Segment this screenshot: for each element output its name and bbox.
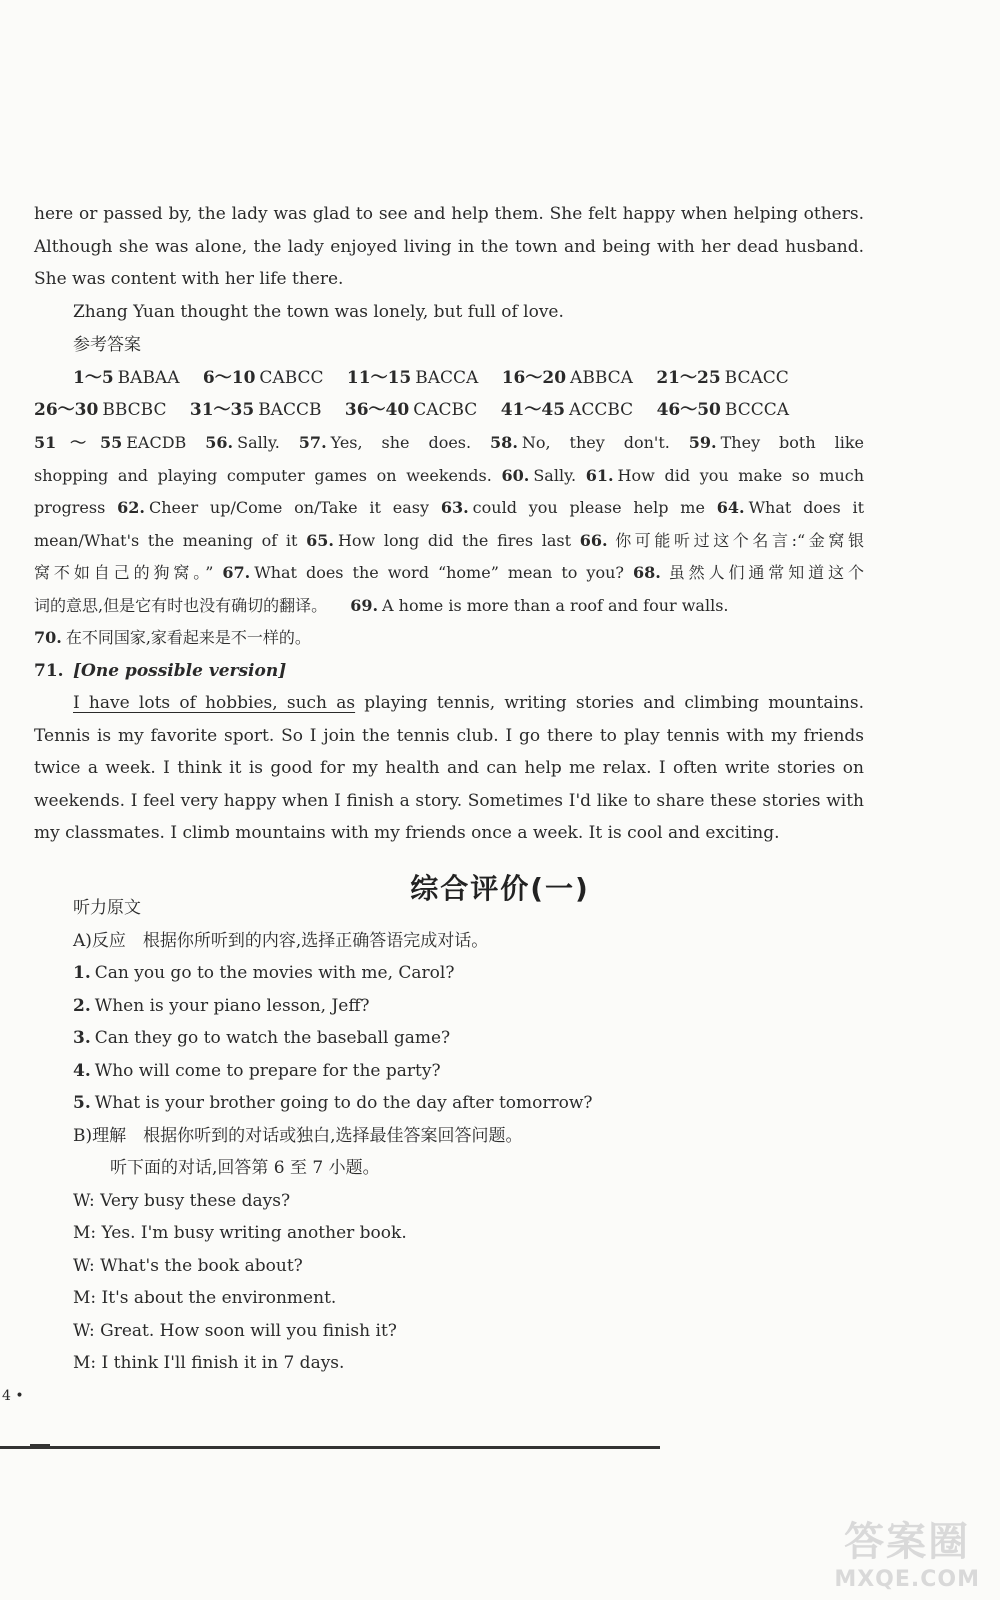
speaker-label: M:	[73, 1288, 97, 1308]
mc-row-1	[73, 367, 853, 389]
watermark-logo: 答案圈	[844, 1519, 971, 1565]
answer-text: 你可能听过这个名言:“金窝银	[611, 531, 864, 550]
question-number: 1.	[73, 963, 91, 983]
essay-line-1	[73, 692, 864, 714]
listening-heading: 听力原文	[73, 898, 141, 918]
listening-question	[73, 1060, 903, 1082]
answer-number: 57.	[298, 433, 327, 452]
summary-line: Zhang Yuan thought the town was lonely, but full of love.	[73, 302, 564, 322]
mc-range: 46～50	[656, 400, 721, 420]
dialogue-text: Yes. I'm busy writing another book.	[101, 1223, 407, 1243]
answer-text: 窝不如自己的狗窝。”	[34, 563, 214, 582]
mc-range: 51～55	[34, 433, 123, 452]
dialogue-line	[73, 1320, 903, 1342]
listening-question	[73, 995, 903, 1017]
answer-text: Cheer up/Come on/Take it easy	[148, 498, 430, 517]
answer-number: 68.	[632, 563, 661, 582]
question-number: 3.	[73, 1028, 91, 1048]
answer-text: What does the word “home” mean to you?	[254, 563, 624, 582]
answers-line-64-66	[34, 530, 864, 552]
section-title: 综合评价(一)	[410, 872, 590, 905]
essay-text: playing tennis, writing stories and climbing mountains.	[355, 693, 864, 713]
essay-underlined-phrase: I have lots of hobbies, such as	[73, 693, 356, 713]
answer-number: 70.	[34, 628, 62, 647]
answers-line-66-68	[34, 562, 864, 584]
q71-header	[34, 660, 864, 682]
question-text: Can they go to watch the baseball game?	[94, 1028, 451, 1048]
listening-question	[73, 1027, 903, 1049]
answer-text: Sally.	[237, 433, 280, 452]
mc-row-2	[34, 399, 864, 421]
answers-heading: 参考答案	[73, 335, 141, 355]
dialogue-text: It's about the environment.	[101, 1288, 337, 1308]
story-line-1: here or passed by, the lady was glad to see and help them. She felt happy when helping others.	[34, 204, 864, 224]
page-number: 4 •	[2, 1388, 24, 1404]
footer-rule	[0, 1446, 660, 1449]
answer-number: 66.	[579, 531, 608, 550]
answer-text: mean/What's the meaning of it	[34, 531, 298, 550]
answer-text: How did you make so much	[617, 466, 865, 485]
answer-text: Yes, she does.	[330, 433, 472, 452]
speaker-label: M:	[73, 1353, 97, 1373]
answer-number: 61.	[585, 466, 614, 485]
watermark	[834, 1510, 980, 1592]
mc-answers: ABBCA	[570, 368, 633, 388]
answer-number: 58.	[490, 433, 518, 452]
mc-range: 16～20	[501, 368, 567, 388]
mc-range: 1～5	[73, 368, 114, 388]
mc-answers: EACDB	[126, 433, 187, 452]
dialogue-line	[73, 1222, 903, 1244]
answer-number: 59.	[688, 433, 717, 452]
question-number: 2.	[73, 996, 91, 1016]
speaker-label: W:	[73, 1321, 95, 1341]
listening-question	[73, 962, 903, 984]
answer-number: 65.	[306, 531, 334, 550]
mc-range: 21～25	[656, 368, 721, 388]
answer-number: 69.	[350, 596, 379, 615]
answers-line-59-61	[34, 465, 864, 487]
mc-range: 41～45	[500, 400, 566, 420]
speaker-label: W:	[73, 1191, 95, 1211]
answer-number: 63.	[440, 498, 469, 517]
dialogue-line	[73, 1255, 903, 1277]
answer-number: 71.	[34, 661, 64, 681]
answers-line-70	[34, 627, 864, 649]
answer-text: A home is more than a roof and four walls.	[382, 596, 729, 615]
essay-line-3: twice a week. I think it is good for my health and can help me relax. I often write stories on	[34, 758, 864, 778]
mc-answers: BCACC	[724, 368, 789, 388]
question-text: Can you go to the movies with me, Carol?	[94, 963, 455, 983]
answer-text: They both like	[720, 433, 864, 452]
answer-text: shopping and playing computer games on weekends.	[34, 466, 492, 485]
question-number: 4.	[73, 1061, 91, 1081]
answer-number: 62.	[117, 498, 145, 517]
version-label: [One possible version]	[72, 661, 287, 681]
mc-range: 6～10	[202, 368, 256, 388]
story-line-3: She was content with her life there.	[34, 269, 344, 289]
question-text: Who will come to prepare for the party?	[94, 1061, 441, 1081]
answer-text: Sally.	[533, 466, 577, 485]
mc-answers: BCCCA	[724, 400, 789, 420]
answer-text: could you please help me	[472, 498, 705, 517]
dialogue-line	[73, 1287, 903, 1309]
mc-answers: BACCA	[415, 368, 479, 388]
listening-part-b: B)理解 根据你听到的对话或独白,选择最佳答案回答问题。	[73, 1126, 523, 1146]
speaker-label: M:	[73, 1223, 97, 1243]
dialogue-text: What's the book about?	[100, 1256, 303, 1276]
dialogue-text: Great. How soon will you finish it?	[100, 1321, 397, 1341]
answers-line-51-59	[34, 432, 864, 454]
answers-line-61-64	[34, 497, 864, 519]
dialogue-line	[73, 1190, 903, 1212]
listening-part-a: A)反应 根据你所听到的内容,选择正确答语完成对话。	[73, 931, 489, 951]
mc-range: 36～40	[344, 400, 410, 420]
question-number: 5.	[73, 1093, 91, 1113]
mc-answers: ACCBC	[569, 400, 634, 420]
watermark-url: MXQE.COM	[834, 1567, 980, 1592]
listening-part-b-sub: 听下面的对话,回答第 6 至 7 小题。	[110, 1158, 380, 1178]
question-text: When is your piano lesson, Jeff?	[94, 996, 370, 1016]
mc-range: 31～35	[189, 400, 255, 420]
mc-answers: CABCC	[259, 368, 324, 388]
answer-text: 词的意思,但是它有时也没有确切的翻译。	[34, 596, 328, 615]
dialogue-text: Very busy these days?	[100, 1191, 291, 1211]
question-text: What is your brother going to do the day after tomorrow?	[94, 1093, 593, 1113]
answer-number: 67.	[222, 563, 251, 582]
answer-text: 在不同国家,家看起来是不一样的。	[65, 628, 311, 647]
footer-rule-mark	[30, 1444, 50, 1449]
mc-answers: BABAA	[117, 368, 180, 388]
answer-text: No, they don't.	[521, 433, 670, 452]
dialogue-line	[73, 1352, 903, 1374]
mc-answers: BACCB	[258, 400, 322, 420]
mc-answers: CACBC	[413, 400, 478, 420]
answers-line-68-69	[34, 595, 864, 617]
essay-line-2: Tennis is my favorite sport. So I join the tennis club. I go there to play tennis with my friends	[34, 726, 864, 746]
answer-text: 虽然人们通常知道这个	[664, 563, 864, 582]
answer-text: How long did the fires last	[337, 531, 572, 550]
answer-number: 64.	[716, 498, 745, 517]
mc-range: 11～15	[346, 368, 412, 388]
essay-line-5: my classmates. I climb mountains with my friends once a week. It is cool and exciting.	[34, 823, 780, 843]
speaker-label: W:	[73, 1256, 95, 1276]
listening-question	[73, 1092, 903, 1114]
answer-number: 56.	[205, 433, 234, 452]
answer-text: What does it	[748, 498, 864, 517]
mc-answers: BBCBC	[102, 400, 167, 420]
story-line-2: Although she was alone, the lady enjoyed living in the town and being with her dead husband.	[34, 237, 864, 257]
dialogue-text: I think I'll finish it in 7 days.	[101, 1353, 345, 1373]
mc-range: 26～30	[34, 400, 99, 420]
essay-line-4: weekends. I feel very happy when I finish a story. Sometimes I'd like to share these stories with	[34, 791, 864, 811]
answer-number: 60.	[501, 466, 530, 485]
answer-text: progress	[34, 498, 106, 517]
version-text: One possible version	[81, 661, 279, 681]
